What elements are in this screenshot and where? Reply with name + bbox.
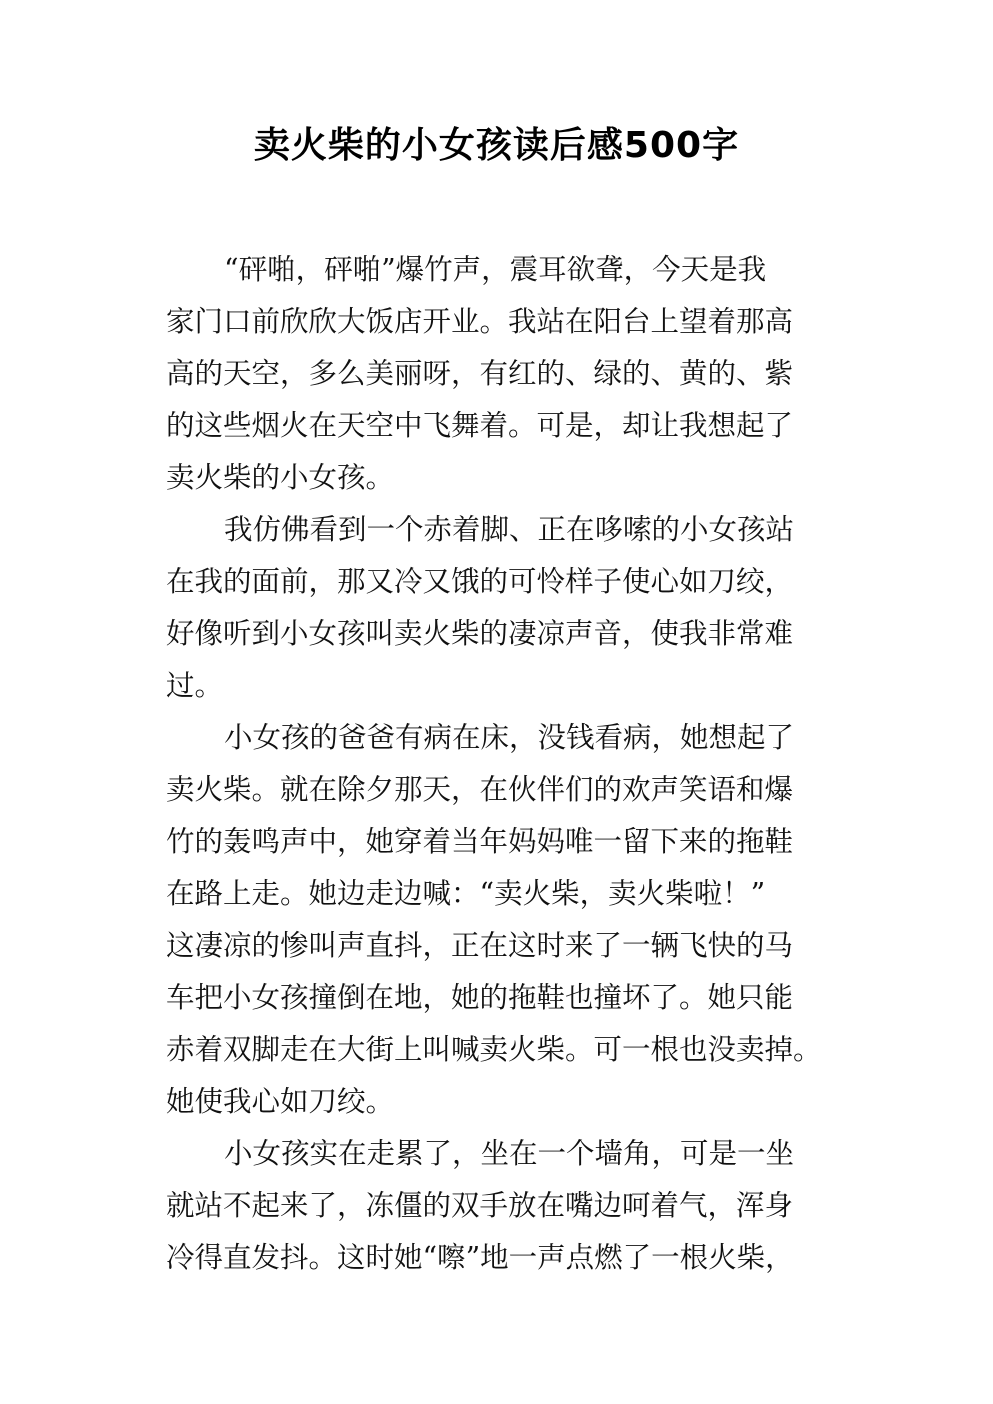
text-line: 车把小女孩撞倒在地，她的拖鞋也撞坏了。她只能 [166, 981, 794, 1014]
text-line: 就站不起来了，冻僵的双手放在嘴边呵着气，浑身 [166, 1189, 794, 1222]
text-line: 她使我心如刀绞。 [166, 1085, 395, 1118]
text-line: 这凄凉的惨叫声直抖，正在这时来了一辆飞快的马 [166, 929, 794, 962]
text-line: 高的天空，多么美丽呀，有红的、绿的、黄的、紫 [166, 357, 794, 390]
paragraph-4 [166, 1128, 866, 1284]
text-line: 赤着双脚走在大街上叫喊卖火柴。可一根也没卖掉。 [166, 1033, 822, 1066]
text-line: “砰啪，砰啪”爆竹声，震耳欲聋，今天是我 [224, 253, 767, 286]
text-line: 小女孩的爸爸有病在床，没钱看病，她想起了 [224, 721, 795, 754]
paragraph-1 [166, 244, 866, 504]
document-body [166, 244, 866, 1284]
paragraph-2 [166, 504, 866, 712]
text-line: 卖火柴的小女孩。 [166, 461, 395, 494]
paragraph-3 [166, 712, 866, 1128]
text-line: 我仿佛看到一个赤着脚、正在哆嗦的小女孩站 [224, 513, 795, 546]
text-line: 好像听到小女孩叫卖火柴的凄凉声音，使我非常难 [166, 617, 794, 650]
text-line: 家门口前欣欣大饭店开业。我站在阳台上望着那高 [166, 305, 794, 338]
text-line: 竹的轰鸣声中，她穿着当年妈妈唯一留下来的拖鞋 [166, 825, 794, 858]
text-line: 在我的面前，那又冷又饿的可怜样子使心如刀绞， [166, 565, 794, 598]
text-line: 冷得直发抖。这时她“嚓”地一声点燃了一根火柴， [166, 1241, 794, 1274]
text-line: 的这些烟火在天空中飞舞着。可是，却让我想起了 [166, 409, 794, 442]
text-line: 卖火柴。就在除夕那天，在伙伴们的欢声笑语和爆 [166, 773, 794, 806]
text-line: 过。 [166, 669, 224, 702]
text-line: 小女孩实在走累了，坐在一个墙角，可是一坐 [224, 1137, 795, 1170]
document-title: 卖火柴的小女孩读后感500字 [253, 125, 740, 166]
text-line: 在路上走。她边走边喊：“卖火柴，卖火柴啦！” [166, 877, 766, 910]
